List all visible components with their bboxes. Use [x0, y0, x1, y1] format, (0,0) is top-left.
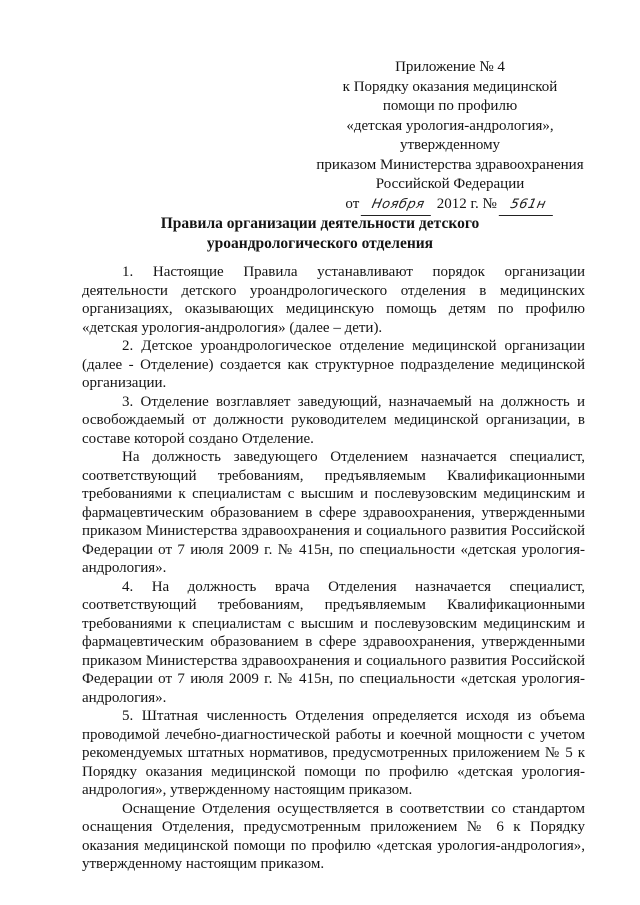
annex-line: Российской Федерации — [375, 176, 525, 192]
annex-header — [300, 58, 600, 215]
title-line-1: Правила организации деятельности детского — [160, 215, 480, 232]
annex-line: помощи по профилю — [382, 98, 518, 114]
order-date-line — [300, 195, 600, 216]
paragraph-3-head: На должность заведующего Отделением назначается специалист, соответствующий требованиям, предъявляемым Квалификационными требованиями к специалистам с высшим и послевузовским медицинским и фармацевтическим образованием в сфере здравоохранения, утвержденными приказом Министерства здравоохранения и социального развития Российской Федерации от 7 июля 2009 г. № 415н, по специальности «детская урология-андрология». — [82, 449, 585, 576]
paragraph-4: 4. На должность врача Отделения назначается специалист, соответствующий требованиям, предъявляемым Квалификационными требованиями к специалистам с высшим и послевузовским медицинским и фармацевтическим образованием в сфере здравоохранения, утвержденными приказом Министерства здравоохранения и социального развития Российской Федерации от 7 июля 2009 г. № 415н, по специальности «детская урология-андрология». — [82, 578, 585, 706]
paragraph-1: 1. Настоящие Правила устанавливают порядок организации деятельности детского уроандрологического отделения в медицинских организациях, оказывающих медицинскую помощь детям по профилю «детская урология-андрология» (далее – дети). — [82, 264, 585, 336]
document-body — [82, 263, 585, 874]
paragraph-2: 2. Детское уроандрологическое отделение медицинской организации (далее - Отделение) создается как структурное подразделение медицинской организации. — [82, 338, 585, 391]
paragraph-5-equipment: Оснащение Отделения осуществляется в соответствии со стандартом оснащения Отделения, предусмотренным приложением № 6 к Порядку оказания медицинской помощи по профилю «детская урология-андрология», утвержденному настоящим приказом. — [82, 800, 585, 872]
paragraph-5: 5. Штатная численность Отделения определяется исходя из объема проводимой лечебно-диагностической работы и коечной мощности с учетом рекомендуемых штатных нормативов, предусмотренных приложением № 5 к Порядку оказания медицинской помощи по профилю «детская урология-андрология», утвержденному настоящим приказом. — [82, 708, 585, 798]
title-line-2: уроандрологического отделения — [206, 235, 434, 252]
order-year: 2012 г. № — [436, 195, 497, 212]
annex-line: Приложение № 4 — [395, 59, 505, 75]
annex-line: к Порядку оказания медицинской — [342, 78, 558, 95]
document-title — [120, 214, 520, 254]
annex-line: «детская урология-андрология», — [346, 117, 554, 134]
annex-line: утвержденному — [399, 137, 501, 153]
handwritten-order-number: 561н — [498, 195, 556, 216]
date-prefix: от — [345, 195, 360, 212]
annex-line: приказом Министерства здравоохранения — [316, 156, 584, 173]
handwritten-date: Ноября — [361, 195, 435, 216]
paragraph-3: 3. Отделение возглавляет заведующий, назначаемый на должность и освобождаемый от должности руководителем медицинской организации, в составе которой создано Отделение. — [82, 393, 585, 447]
